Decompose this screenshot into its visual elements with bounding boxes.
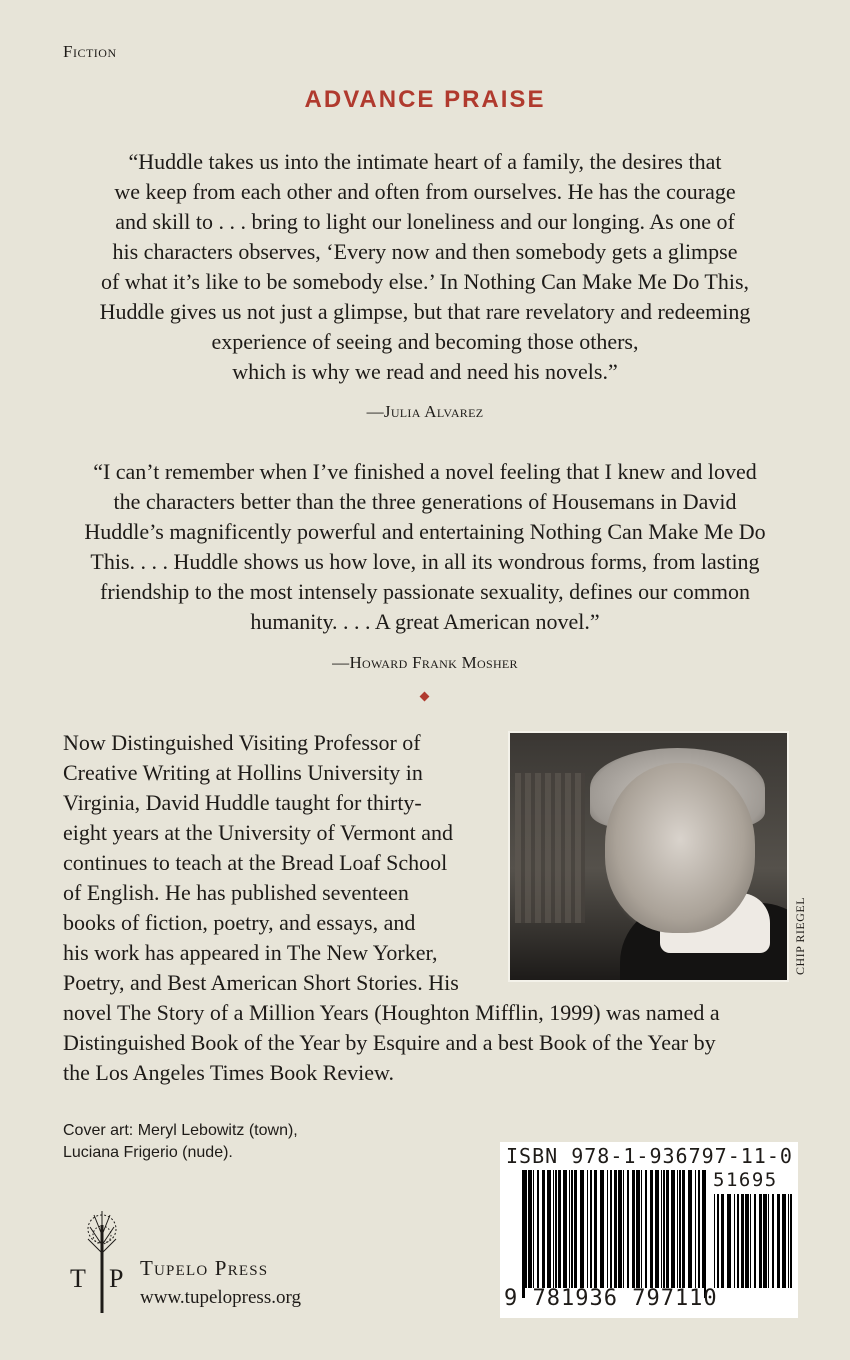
section-title: ADVANCE PRAISE bbox=[304, 86, 546, 113]
bio-line: Distinguished Book of the Year by Esquire and a best Book of the Year by bbox=[63, 1030, 716, 1055]
divider-diamond bbox=[420, 692, 430, 702]
bio-line: the Los Angeles Times Book Review. bbox=[63, 1060, 395, 1085]
bio-line: novel The Story of a Million Years (Houghton Mifflin, 1999) was named a bbox=[63, 1000, 720, 1025]
quote-line: the characters better than the three generations of Housemans in David bbox=[113, 489, 737, 514]
bio-line: Creative Writing at Hollins University in bbox=[63, 760, 423, 785]
quote-line: Huddle’s magnificently powerful and entertaining Nothing Can Make Me Do bbox=[84, 519, 766, 544]
quote-2-attribution: —Howard Frank Mosher bbox=[332, 653, 518, 672]
quote-line: experience of seeing and becoming those others, bbox=[211, 329, 639, 354]
quote-line: Huddle gives us not just a glimpse, but that rare revelatory and redeeming bbox=[99, 299, 751, 324]
price-code: 51695 bbox=[713, 1169, 778, 1191]
bio-line: eight years at the University of Vermont and bbox=[63, 820, 453, 845]
author-bio bbox=[63, 728, 793, 1088]
genre-label: Fiction bbox=[63, 42, 117, 61]
bio-line: continues to teach at the Bread Loaf School bbox=[63, 850, 448, 875]
quote-line: This. . . . Huddle shows us how love, in all its wondrous forms, from lasting bbox=[90, 549, 760, 574]
bio-line: his work has appeared in The New Yorker, bbox=[63, 940, 438, 965]
cover-art-line: Cover art: Meryl Lebowitz (town), bbox=[63, 1122, 298, 1139]
praise-quote-1 bbox=[55, 147, 795, 387]
bio-line: Virginia, David Huddle taught for thirty- bbox=[63, 790, 422, 815]
quote-line: “I can’t remember when I’ve finished a novel feeling that I knew and loved bbox=[93, 459, 757, 484]
quote-1-attribution: —Julia Alvarez bbox=[366, 402, 484, 421]
cover-art-line: Luciana Frigerio (nude). bbox=[63, 1144, 233, 1161]
isbn-number: ISBN 978-1-936797-11-0 bbox=[506, 1144, 793, 1168]
isbn-barcode bbox=[500, 1142, 798, 1318]
svg-text:P: P bbox=[109, 1264, 124, 1293]
quote-line: friendship to the most intensely passionate sexuality, defines our common bbox=[100, 579, 750, 604]
quote-line: of what it’s like to be somebody else.’ In Nothing Can Make Me Do This, bbox=[100, 269, 750, 294]
quote-line: his characters observes, ‘Every now and then somebody gets a glimpse bbox=[112, 239, 738, 264]
praise-quote-2 bbox=[55, 457, 795, 637]
bio-line: Poetry, and Best American Short Stories. His bbox=[63, 970, 459, 995]
publisher-url[interactable]: www.tupelopress.org bbox=[140, 1287, 301, 1308]
quote-line: we keep from each other and often from ourselves. He has the courage bbox=[114, 179, 736, 204]
bio-line: of English. He has published seventeen bbox=[63, 880, 409, 905]
quote-line: which is why we read and need his novels.” bbox=[232, 359, 618, 384]
bio-line: books of fiction, poetry, and essays, and bbox=[63, 910, 416, 935]
photo-credit: CHIP RIEGEL bbox=[793, 896, 807, 975]
bio-line: Now Distinguished Visiting Professor of bbox=[63, 730, 421, 755]
quote-line: and skill to . . . bring to light our loneliness and our longing. As one of bbox=[115, 209, 735, 234]
quote-line: “Huddle takes us into the intimate heart of a family, the desires that bbox=[128, 149, 722, 174]
quote-line: humanity. . . . A great American novel.” bbox=[250, 609, 600, 634]
svg-text:T: T bbox=[70, 1264, 86, 1293]
publisher-name: Tupelo Press bbox=[140, 1256, 269, 1280]
publisher-tree-logo-icon bbox=[68, 1205, 138, 1315]
cover-art-credit bbox=[63, 1120, 298, 1164]
ean-number: 9 781936 797110 bbox=[504, 1286, 718, 1311]
